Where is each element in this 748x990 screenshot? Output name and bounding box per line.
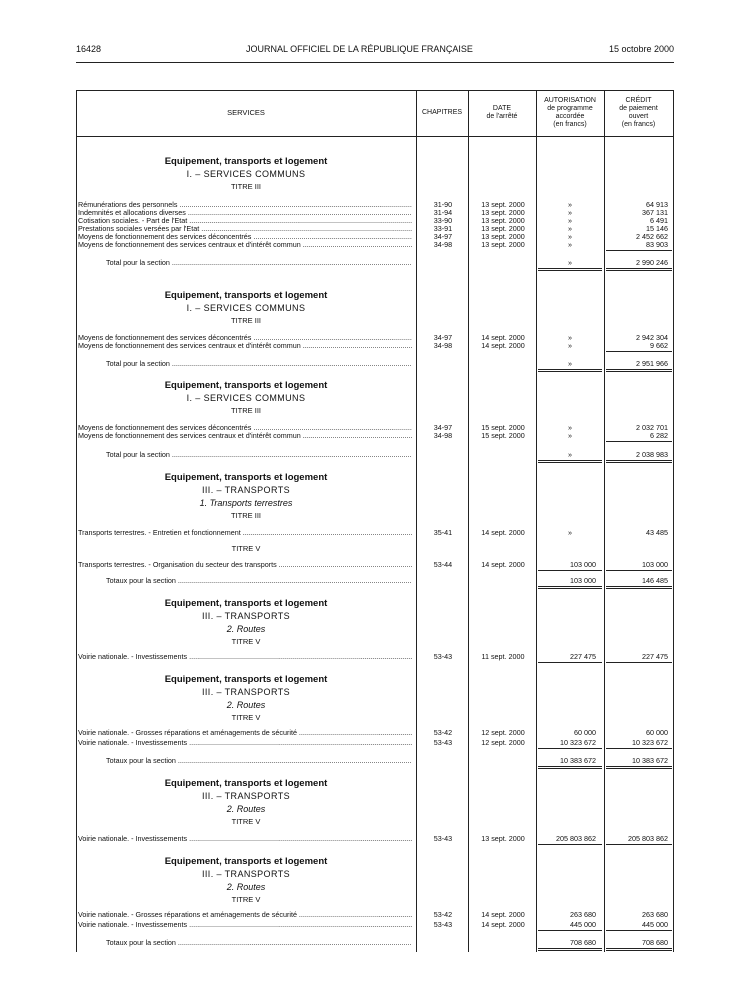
total-label: Totaux pour la section ..... [106,576,412,585]
row-chapitre: 34-98 [433,341,453,350]
row-chapitre: 33-90 [433,216,453,225]
amount-underline [606,662,672,663]
row-autorisation: 103 000 [570,560,596,569]
section-title: III. – TRANSPORTS [202,687,290,697]
row-autorisation: 445 000 [570,920,596,929]
row-label: Transports terrestres. - Entretien et fonctionnement ..... [78,528,412,537]
col-header-credit: CRÉDIT de paiement ouvert (en francs) [619,97,658,128]
ministry-title: Equipement, transports et logement [164,674,328,685]
total-credit: 2 990 246 [636,258,668,267]
row-credit: 367 131 [642,208,668,217]
row-chapitre: 53-42 [433,728,453,737]
row-autorisation: 227 475 [570,652,596,661]
amount-underline [538,662,602,663]
row-label: Prestations sociales versées par l'Etat ..... [78,224,412,233]
row-chapitre: 31-90 [433,200,453,209]
titre-label: TITRE III [231,316,261,325]
row-autorisation: 10 323 672 [560,738,596,747]
section-title: III. – TRANSPORTS [202,485,290,495]
table-row [76,240,674,249]
row-chapitre: 34-97 [433,423,453,432]
row-chapitre: 53-43 [433,738,453,747]
titre-label: TITRE V [231,895,261,904]
ministry-title: Equipement, transports et logement [164,472,328,483]
total-autorisation: 10 383 672 [560,756,596,765]
row-credit: 2 942 304 [636,333,668,342]
section-title: III. – TRANSPORTS [202,869,290,879]
amount-underline [538,844,602,845]
total-label: Totaux pour la section ..... [106,938,412,947]
row-date: 13 sept. 2000 [481,224,525,233]
row-autorisation: 205 803 862 [556,834,596,843]
row-chapitre: 53-42 [433,910,453,919]
row-date: 11 sept. 2000 [481,652,525,661]
row-label: Moyens de fonctionnement des services centraux et d'intérêt commun ..... [78,240,412,249]
row-credit: 83 903 [646,240,668,249]
row-credit: 2 452 662 [636,232,668,241]
section-heading [76,598,416,649]
row-date: 13 sept. 2000 [481,208,525,217]
row-label: Indemnités et allocations diverses ..... [78,208,412,217]
row-credit: 445 000 [642,920,668,929]
row-label: Cotisation sociales. - Part de l'Etat ..... [78,216,412,225]
amount-underline [538,748,602,749]
row-credit: 60 000 [646,728,668,737]
row-autorisation: » [568,423,572,432]
section-heading [76,380,416,418]
row-autorisation: » [568,216,572,225]
row-chapitre: 53-43 [433,652,453,661]
col-header-services: SERVICES [227,108,265,117]
total-label: Total pour la section ..... [106,450,412,459]
titre-label: TITRE V [231,544,261,553]
row-credit: 263 680 [642,910,668,919]
row-autorisation: » [568,224,572,233]
total-row [76,450,674,459]
titre-label: TITRE V [231,713,261,722]
row-chapitre: 33-91 [433,224,453,233]
table-row [76,834,674,843]
row-label: Moyens de fonctionnement des services centraux et d'intérêt commun ..... [78,431,412,440]
table-row [76,910,674,919]
row-label: Transports terrestres. - Organisation du secteur des transports ..... [78,560,412,569]
total-credit: 146 485 [642,576,668,585]
total-double-rule [538,586,602,589]
titre-label: TITRE III [231,182,261,191]
section-title: I. – SERVICES COMMUNS [186,303,306,313]
section-title: I. – SERVICES COMMUNS [186,393,306,403]
subsection-title: 2. Routes [226,804,266,814]
total-double-rule [606,268,672,271]
subsection-title: 2. Routes [226,700,266,710]
row-credit: 15 146 [646,224,668,233]
row-autorisation: » [568,200,572,209]
row-autorisation: » [568,240,572,249]
amount-underline [606,748,672,749]
total-autorisation: » [568,450,572,459]
row-autorisation: » [568,208,572,217]
row-label: Voirie nationale. - Investissements ..... [78,834,412,843]
table-header-border [76,136,674,137]
titre-label: TITRE V [231,637,261,646]
row-date: 14 sept. 2000 [481,920,525,929]
row-credit: 9 662 [650,341,668,350]
col-header-autorisation: AUTORISATION de programme accordée (en francs) [544,97,596,128]
total-credit: 2 038 983 [636,450,668,459]
row-chapitre: 31-94 [433,208,453,217]
row-date: 15 sept. 2000 [481,423,525,432]
titre-label: TITRE III [231,406,261,415]
page-number: 16428 [76,44,102,54]
row-autorisation: 60 000 [574,728,596,737]
row-date: 13 sept. 2000 [481,232,525,241]
row-chapitre: 35-41 [433,528,453,537]
total-row [76,756,674,765]
header-rule [76,62,674,63]
amount-underline [606,351,672,352]
row-credit: 64 913 [646,200,668,209]
ministry-title: Equipement, transports et logement [164,856,328,867]
ministry-title: Equipement, transports et logement [164,778,328,789]
row-label: Moyens de fonctionnement des services déconcentrés ..... [78,333,412,342]
row-label: Voirie nationale. - Investissements ..... [78,738,412,747]
row-credit: 10 323 672 [632,738,668,747]
row-credit: 2 032 701 [636,423,668,432]
row-date: 14 sept. 2000 [481,341,525,350]
total-autorisation: 708 680 [570,938,596,947]
row-date: 14 sept. 2000 [481,910,525,919]
credits-table [76,90,674,952]
row-date: 15 sept. 2000 [481,431,525,440]
total-row [76,258,674,267]
amount-underline [606,844,672,845]
table-row [76,431,674,440]
section-title: I. – SERVICES COMMUNS [186,169,306,179]
row-label: Voirie nationale. - Grosses réparations et aménagements de sécurité ..... [78,910,412,919]
total-row [76,938,674,947]
total-double-rule [606,460,672,463]
journal-title: JOURNAL OFFICIEL DE LA RÉPUBLIQUE FRANÇAISE [246,44,473,54]
amount-underline [538,570,602,571]
row-date: 13 sept. 2000 [481,216,525,225]
row-label: Voirie nationale. - Grosses réparations et aménagements de sécurité ..... [78,728,412,737]
row-credit: 43 485 [646,528,668,537]
row-credit: 6 491 [650,216,668,225]
col-header-date: DATE de l'arrêté [486,105,518,120]
row-credit: 6 282 [650,431,668,440]
section-heading [76,778,416,829]
row-date: 13 sept. 2000 [481,200,525,209]
row-chapitre: 34-98 [433,431,453,440]
total-credit: 2 951 966 [636,359,668,368]
table-row [76,920,674,929]
total-double-rule [606,586,672,589]
row-date: 12 sept. 2000 [481,728,525,737]
row-label: Moyens de fonctionnement des services déconcentrés ..... [78,232,412,241]
subsection-title: 2. Routes [226,624,266,634]
row-credit: 103 000 [642,560,668,569]
amount-underline [606,441,672,442]
section-heading [76,674,416,725]
total-double-rule [606,369,672,372]
row-autorisation: » [568,232,572,241]
row-credit: 205 803 862 [628,834,668,843]
page-header [76,44,674,58]
total-double-rule [606,766,672,769]
row-autorisation: » [568,431,572,440]
total-double-rule [538,948,602,951]
total-double-rule [538,766,602,769]
amount-underline [606,250,672,251]
total-double-rule [538,369,602,372]
row-chapitre: 53-44 [433,560,453,569]
section-heading [76,156,416,194]
table-row [76,728,674,737]
ministry-title: Equipement, transports et logement [164,598,328,609]
subsection-title: 1. Transports terrestres [199,498,293,508]
amount-underline [538,930,602,931]
total-autorisation: » [568,258,572,267]
section-title: III. – TRANSPORTS [202,791,290,801]
row-date: 14 sept. 2000 [481,333,525,342]
row-autorisation: 263 680 [570,910,596,919]
section-title: III. – TRANSPORTS [202,611,290,621]
row-autorisation: » [568,333,572,342]
table-row [76,738,674,747]
titre-label: TITRE V [231,817,261,826]
total-autorisation: » [568,359,572,368]
titre-label: TITRE III [231,511,261,520]
row-date: 12 sept. 2000 [481,738,525,747]
row-date: 13 sept. 2000 [481,240,525,249]
total-credit: 10 383 672 [632,756,668,765]
section-heading [76,856,416,907]
table-row [76,528,674,537]
amount-underline [606,570,672,571]
section-heading [76,290,416,328]
section-heading [76,472,416,523]
col-header-chapitres: CHAPITRES [421,109,463,116]
row-chapitre: 53-43 [433,920,453,929]
table-row [76,652,674,661]
table-row [76,560,674,569]
row-date: 13 sept. 2000 [481,834,525,843]
total-autorisation: 103 000 [570,576,596,585]
row-chapitre: 53-43 [433,834,453,843]
row-chapitre: 34-97 [433,232,453,241]
table-row [76,341,674,350]
total-double-rule [538,460,602,463]
subsection-title: 2. Routes [226,882,266,892]
total-row [76,576,674,585]
row-label: Voirie nationale. - Investissements ..... [78,920,412,929]
row-credit: 227 475 [642,652,668,661]
row-label: Moyens de fonctionnement des services déconcentrés ..... [78,423,412,432]
ministry-title: Equipement, transports et logement [164,156,328,167]
total-label: Total pour la section ..... [106,258,412,267]
row-chapitre: 34-98 [433,240,453,249]
row-label: Voirie nationale. - Investissements ..... [78,652,412,661]
total-label: Totaux pour la section ..... [106,756,412,765]
total-double-rule [606,948,672,951]
total-label: Total pour la section ..... [106,359,412,368]
issue-date: 15 octobre 2000 [608,44,674,54]
total-double-rule [538,268,602,271]
ministry-title: Equipement, transports et logement [164,380,328,391]
row-date: 14 sept. 2000 [481,560,525,569]
row-date: 14 sept. 2000 [481,528,525,537]
total-credit: 708 680 [642,938,668,947]
ministry-title: Equipement, transports et logement [164,290,328,301]
row-chapitre: 34-97 [433,333,453,342]
row-label: Rémunérations des personnels ..... [78,200,412,209]
row-autorisation: » [568,528,572,537]
row-autorisation: » [568,341,572,350]
total-row [76,359,674,368]
row-label: Moyens de fonctionnement des services centraux et d'intérêt commun ..... [78,341,412,350]
amount-underline [606,930,672,931]
